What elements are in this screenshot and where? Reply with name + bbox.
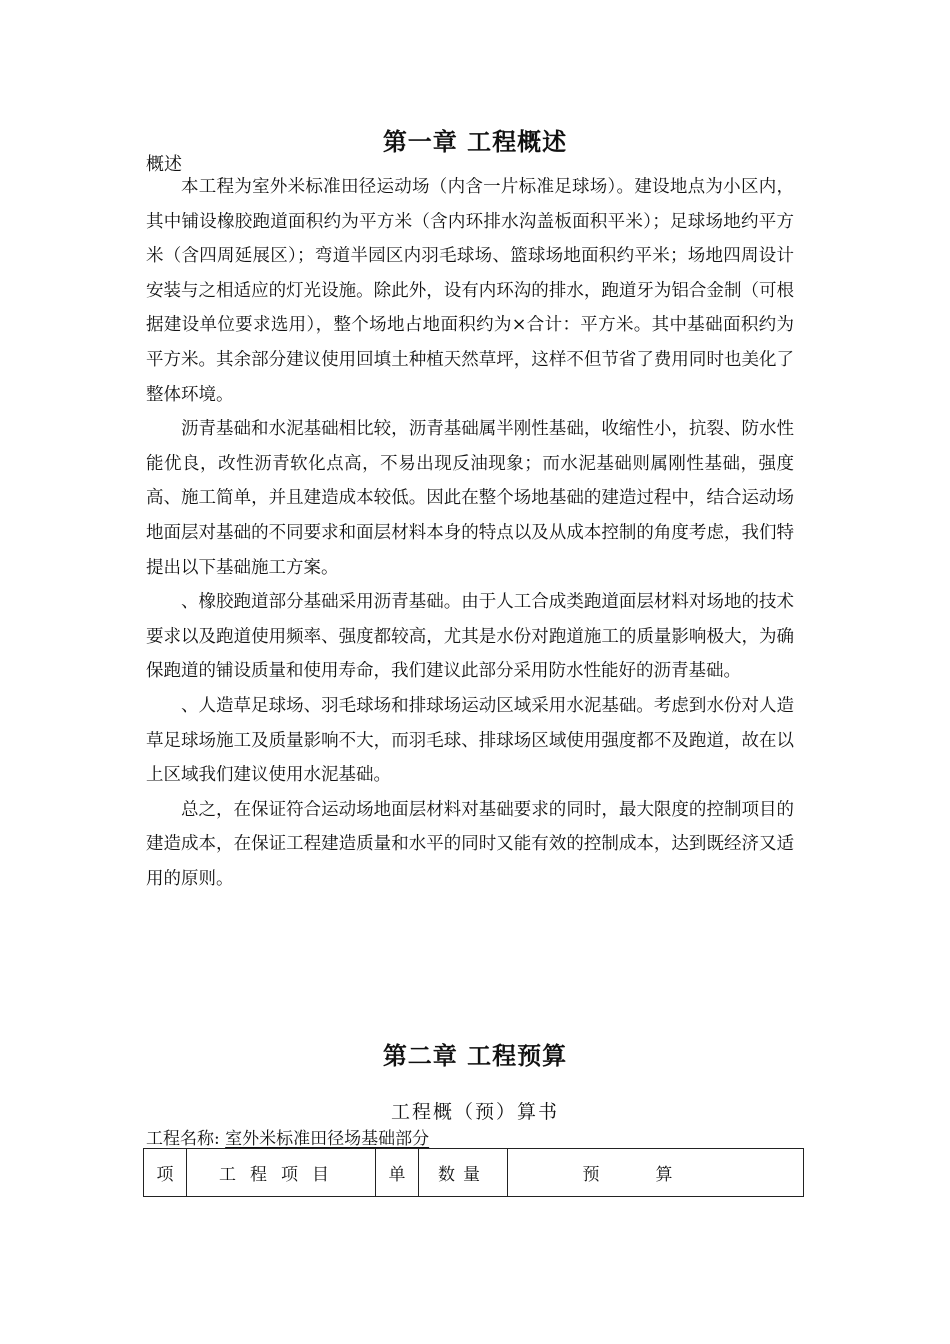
chapter-1-title: 第一章 工程概述	[382, 128, 568, 156]
project-name-row	[146, 1124, 429, 1149]
chapter-2-title: 第二章 工程预算	[382, 1042, 568, 1070]
section-label-overview: 概述	[146, 154, 182, 175]
paragraph-2: 沥青基础和水泥基础相比较，沥青基础属半刚性基础，收缩性小，抗裂、防水性能优良，改性沥青软化点高，不易出现反油现象；而水泥基础则属刚性基础，强度高、施工简单，并且建造成本较低。因此在整个场地基础的建造过程中，结合运动场地面层对基础的不同要求和面层材料本身的特点以及从成本控制的角度考虑，我们特提出以下基础施工方案。	[146, 419, 794, 578]
budget-table-header-row	[144, 1149, 804, 1197]
header-project-item: 工程项目	[187, 1149, 376, 1197]
project-name-label: 工程名称:	[146, 1129, 220, 1149]
chapter-1-body	[146, 170, 794, 896]
header-budget: 预算	[508, 1149, 804, 1197]
paragraph-3: 、橡胶跑道部分基础采用沥青基础。由于人工合成类跑道面层材料对场地的技术要求以及跑道使用频率、强度都较高，尤其是水份对跑道施工的质量影响极大，为确保跑道的铺设质量和使用寿命，我们建议此部分采用防水性能好的沥青基础。	[146, 592, 794, 682]
project-name-value: 室外米标准田径场基础部分	[225, 1129, 430, 1149]
paragraph-1: 本工程为室外米标准田径运动场（内含一片标准足球场）。建设地点为小区内，其中铺设橡胶跑道面积约为平方米（含内环排水沟盖板面积平米）；足球场地约平方米（含四周延展区）；弯道半园区内羽毛球场、篮球场地面积约平米；场地四周设计安装与之相适应的灯光设施。除此外，设有内环沟的排水，跑道牙为铝合金制（可根据建设单位要求选用），整个场地占地面积约为×合计：平方米。其中基础面积约为平方米。其余部分建议使用回填土种植天然草坪，这样不但节省了费用同时也美化了整体环境。	[146, 177, 794, 405]
header-unit: 单	[376, 1149, 419, 1197]
budget-book-title: 工程概（预）算书	[390, 1101, 559, 1123]
header-quantity: 数量	[419, 1149, 508, 1197]
paragraph-4: 、人造草足球场、羽毛球场和排球场运动区域采用水泥基础。考虑到水份对人造草足球场施工及质量影响不大，而羽毛球、排球场区域使用强度都不及跑道，故在以上区域我们建议使用水泥基础。	[146, 695, 794, 786]
budget-table	[143, 1148, 804, 1197]
paragraph-5: 总之，在保证符合运动场地面层材料对基础要求的同时，最大限度的控制项目的建造成本，在保证工程建造质量和水平的同时又能有效的控制成本，达到既经济又适用的原则。	[146, 799, 794, 889]
header-item-no: 项	[144, 1149, 187, 1197]
